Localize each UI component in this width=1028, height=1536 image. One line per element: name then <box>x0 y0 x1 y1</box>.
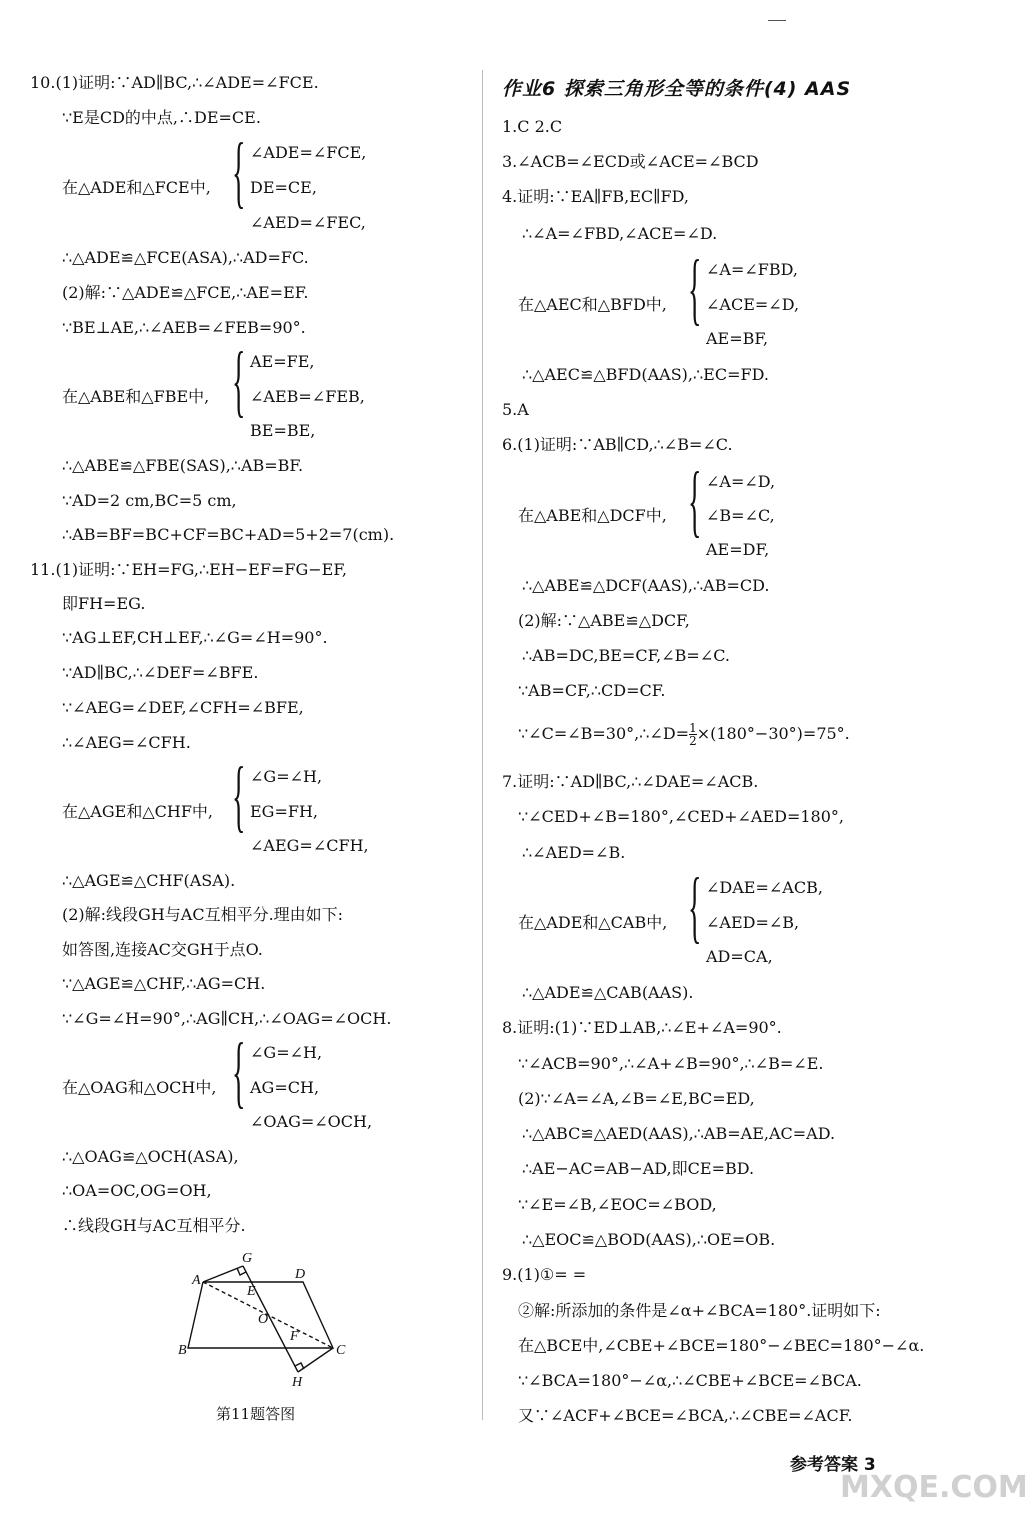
label-d: D <box>295 1267 306 1282</box>
right-system-brace: { <box>688 457 702 545</box>
fraction <box>689 722 697 747</box>
left-line: AE=FE, <box>250 352 315 371</box>
left-line: ∠ADE=∠FCE, <box>250 143 367 162</box>
left-line: ∵BE⊥AE,∴∠AEB=∠FEB=90°. <box>62 318 306 337</box>
left-line: ∠OAG=∠OCH, <box>250 1112 373 1131</box>
left-line: ∴线段GH与AC互相平分. <box>62 1216 246 1235</box>
right-line: ∴△ABE≌△DCF(AAS),∴AB=CD. <box>522 576 770 595</box>
right-line: 6.(1)证明:∵AB∥CD,∴∠B=∠C. <box>502 435 733 454</box>
left-line: DE=CE, <box>250 178 317 197</box>
left-line: 10.(1)证明:∵AD∥BC,∴∠ADE=∠FCE. <box>30 73 319 92</box>
left-line: ∴△ADE≌△FCE(ASA),∴AD=FC. <box>62 248 309 267</box>
label-c: C <box>336 1343 346 1358</box>
left-system-brace: { <box>232 1028 246 1116</box>
label-a: A <box>192 1273 201 1288</box>
right-line: ∴△ADE≌△CAB(AAS). <box>522 983 694 1002</box>
right-line: ②解:所添加的条件是∠α+∠BCA=180°.证明如下: <box>518 1301 881 1320</box>
top-mark <box>768 20 786 21</box>
right-line: AE=DF, <box>706 540 770 559</box>
right-line: ∠AED=∠B, <box>706 913 800 932</box>
right-line: ∴△EOC≌△BOD(AAS),∴OE=OB. <box>522 1230 776 1249</box>
right-line: ∠B=∠C, <box>706 506 775 525</box>
right-line: 4.证明:∵EA∥FB,EC∥FD, <box>502 187 689 206</box>
fraction-numerator: 1 <box>689 721 697 735</box>
label-h: H <box>292 1375 303 1390</box>
right-line: 7.证明:∵AD∥BC,∴∠DAE=∠ACB. <box>502 772 759 791</box>
right-line: 3.∠ACB=∠ECD或∠ACE=∠BCD <box>502 152 759 171</box>
right-line: ∴AB=DC,BE=CF,∠B=∠C. <box>522 646 730 665</box>
left-line: ∠G=∠H, <box>250 1043 323 1062</box>
left-line: BE=BE, <box>250 421 316 440</box>
left-line: ∴∠AEG=∠CFH. <box>62 733 191 752</box>
right-line: 5.A <box>502 400 529 419</box>
right-line: ∴△AEC≌△BFD(AAS),∴EC=FD. <box>522 365 769 384</box>
geometry-figure <box>170 1245 360 1390</box>
right-line: 在△ABE和△DCF中, <box>518 506 667 525</box>
left-line: (2)解:线段GH与AC互相平分.理由如下: <box>62 905 344 924</box>
left-line: 在△ABE和△FBE中, <box>62 387 210 406</box>
right-line: AE=BF, <box>706 329 769 348</box>
fraction-before: ∵∠C=∠B=30°,∴∠D= <box>518 724 690 743</box>
right-line: 在△ADE和△CAB中, <box>518 913 668 932</box>
left-line: ∠AED=∠FEC, <box>250 213 366 232</box>
label-f: F <box>290 1329 299 1344</box>
left-line: 在△ADE和△FCE中, <box>62 178 211 197</box>
right-line: ∴△ABC≌△AED(AAS),∴AB=AE,AC=AD. <box>522 1124 836 1143</box>
left-line: 如答图,连接AC交GH于点O. <box>62 940 263 959</box>
left-line: 即FH=EG. <box>62 594 146 613</box>
left-line: ∵AD∥BC,∴∠DEF=∠BFE. <box>62 663 259 682</box>
label-o: O <box>258 1312 269 1327</box>
right-system-brace: { <box>688 245 702 333</box>
left-line: ∵∠AEG=∠DEF,∠CFH=∠BFE, <box>62 698 304 717</box>
left-line: ∴AB=BF=BC+CF=BC+AD=5+2=7(cm). <box>62 525 395 544</box>
right-line: ∵∠E=∠B,∠EOC=∠BOD, <box>518 1195 717 1214</box>
left-line: 在△AGE和△CHF中, <box>62 802 214 821</box>
right-line: ∠DAE=∠ACB, <box>706 878 823 897</box>
right-line: (2)∵∠A=∠A,∠B=∠E,BC=ED, <box>518 1089 755 1108</box>
left-line: ∠AEG=∠CFH, <box>250 836 369 855</box>
right-line: AD=CA, <box>706 947 773 966</box>
right-line: ∵AB=CF,∴CD=CF. <box>518 681 666 700</box>
right-line: 在△BCE中,∠CBE+∠BCE=180°−∠BEC=180°−∠α. <box>518 1336 925 1355</box>
left-line: EG=FH, <box>250 802 319 821</box>
left-line: ∵AG⊥EF,CH⊥EF,∴∠G=∠H=90°. <box>62 628 328 647</box>
right-line: 在△AEC和△BFD中, <box>518 295 667 314</box>
right-line: 又∵∠ACF+∠BCE=∠BCA,∴∠CBE=∠ACF. <box>518 1406 853 1425</box>
left-line: ∴△AGE≌△CHF(ASA). <box>62 871 236 890</box>
footer-page-label: 参考答案 3 <box>790 1455 876 1475</box>
left-line: ∴△OAG≌△OCH(ASA), <box>62 1147 239 1166</box>
label-e: E <box>247 1284 256 1299</box>
left-line: ∠AEB=∠FEB, <box>250 387 365 406</box>
right-line: ∵∠BCA=180°−∠α,∴∠CBE+∠BCE=∠BCA. <box>518 1371 862 1390</box>
right-line: ∴∠A=∠FBD,∠ACE=∠D. <box>522 224 718 243</box>
right-line: ∵∠CED+∠B=180°,∠CED+∠AED=180°, <box>518 807 844 826</box>
left-line: ∴OA=OC,OG=OH, <box>62 1181 212 1200</box>
fraction-denominator: 2 <box>689 734 697 748</box>
right-line: 8.证明:(1)∵ED⊥AB,∴∠E+∠A=90°. <box>502 1018 782 1037</box>
left-line: ∴△ABE≌△FBE(SAS),∴AB=BF. <box>62 456 304 475</box>
label-g: G <box>242 1251 253 1266</box>
section-title: 作业6 探索三角形全等的条件(4) AAS <box>502 78 852 100</box>
left-line: ∵E是CD的中点,∴DE=CE. <box>62 108 261 127</box>
column-divider <box>482 70 483 1420</box>
left-line: (2)解:∵△ADE≌△FCE,∴AE=EF. <box>62 283 309 302</box>
right-line: ∴∠AED=∠B. <box>522 843 626 862</box>
right-line: ∵∠ACB=90°,∴∠A+∠B=90°,∴∠B=∠E. <box>518 1054 824 1073</box>
fraction-line <box>518 722 850 747</box>
left-line: ∵△AGE≌△CHF,∴AG=CH. <box>62 974 266 993</box>
right-system-brace: { <box>688 863 702 951</box>
right-line: ∠ACE=∠D, <box>706 295 800 314</box>
left-line: 在△OAG和△OCH中, <box>62 1078 217 1097</box>
right-line: 9.(1)①= = <box>502 1265 587 1284</box>
left-system-brace: { <box>232 128 246 216</box>
watermark: MXQE.COM <box>840 1470 1028 1505</box>
right-line: 1.C 2.C <box>502 117 563 136</box>
fraction-after: ×(180°−30°)=75°. <box>696 724 850 743</box>
left-line: AG=CH, <box>250 1078 320 1097</box>
right-line: ∴AE−AC=AB−AD,即CE=BD. <box>522 1159 755 1178</box>
label-b: B <box>178 1343 187 1358</box>
right-line: ∠A=∠D, <box>706 472 776 491</box>
right-line: ∠A=∠FBD, <box>706 260 798 279</box>
left-line: ∵∠G=∠H=90°,∴AG∥CH,∴∠OAG=∠OCH. <box>62 1009 392 1028</box>
left-system-brace: { <box>232 337 246 425</box>
left-line: 11.(1)证明:∵EH=FG,∴EH−EF=FG−EF, <box>30 560 348 579</box>
right-line: (2)解:∵△ABE≌△DCF, <box>518 611 690 630</box>
left-system-brace: { <box>232 752 246 840</box>
left-line: ∠G=∠H, <box>250 767 323 786</box>
figure-caption: 第11题答图 <box>216 1405 296 1423</box>
left-line: ∵AD=2 cm,BC=5 cm, <box>62 491 237 510</box>
